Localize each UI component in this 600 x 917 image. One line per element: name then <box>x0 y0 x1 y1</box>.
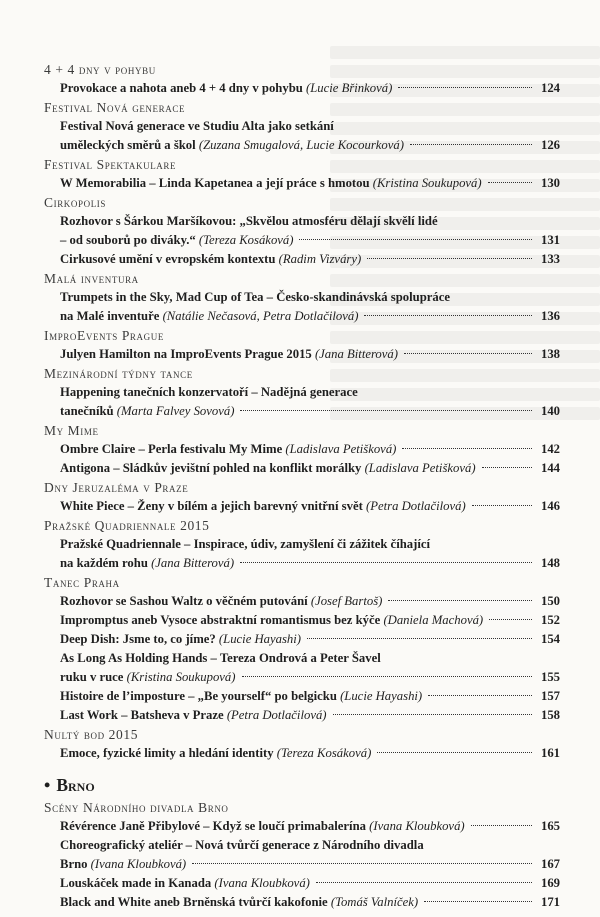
entry-author: (Kristina Soukupová) <box>126 670 236 684</box>
toc-entry[interactable] <box>60 250 560 269</box>
dot-leader <box>192 863 532 864</box>
section-title: Pražské Quadriennale 2015 <box>44 518 210 533</box>
entry-author: (Ladislava Petišková) <box>364 461 476 475</box>
toc-entry[interactable] <box>60 440 560 459</box>
entry-author: (Daniela Machová) <box>383 613 484 627</box>
toc-entry[interactable] <box>60 817 560 836</box>
entry-line <box>60 630 560 649</box>
entry-title: Choreografický ateliér – Nová tvůrčí generace z Národního divadla <box>60 838 424 852</box>
toc-entry[interactable] <box>60 174 560 193</box>
page-number: 146 <box>540 499 560 513</box>
page-number: 157 <box>540 689 560 703</box>
entry-author: (Zuzana Smugalová, Lucie Kocourková) <box>198 138 404 152</box>
dot-leader <box>424 901 532 902</box>
entry-author: (Ivana Kloubková) <box>214 876 310 890</box>
entry-line <box>60 855 560 874</box>
entry-line <box>60 383 560 402</box>
page-number: 148 <box>540 556 560 570</box>
entry-title: na Malé inventuře <box>60 309 160 323</box>
region-name: Brno <box>56 775 95 795</box>
entry-line <box>60 288 560 307</box>
toc-entry[interactable] <box>60 535 560 573</box>
entry-author: (Tereza Kosáková) <box>276 746 372 760</box>
entry-line <box>60 79 560 98</box>
entry-line <box>60 345 560 364</box>
entry-author: (Kristina Soukupová) <box>372 176 482 190</box>
entry-line <box>60 649 560 668</box>
entry-title: Emoce, fyzické limity a hledání identity <box>60 746 274 760</box>
page-number: 161 <box>540 746 560 760</box>
entry-title: tanečníků <box>60 404 114 418</box>
page-number: 126 <box>540 138 560 152</box>
page-number: 144 <box>540 461 560 475</box>
dot-leader <box>388 600 532 601</box>
dot-leader <box>471 825 532 826</box>
page-number: 150 <box>540 594 560 608</box>
section-title: Nultý bod 2015 <box>44 727 139 742</box>
entry-line <box>60 893 560 912</box>
entry-title: Louskáček made in Kanada <box>60 876 212 890</box>
dot-leader <box>482 467 532 468</box>
entry-line <box>60 250 560 269</box>
dot-leader <box>316 882 532 883</box>
entry-title: Trumpets in the Sky, Mad Cup of Tea – Česko-skandinávská spolupráce <box>60 290 450 304</box>
entry-author: (Ladislava Petišková) <box>285 442 397 456</box>
entry-line <box>60 136 560 155</box>
toc-entry[interactable] <box>60 497 560 516</box>
bullet-icon: • <box>44 775 51 795</box>
entry-line <box>60 440 560 459</box>
entry-line <box>60 611 560 630</box>
dot-leader <box>240 410 532 411</box>
entry-author: (Radim Vizváry) <box>278 252 362 266</box>
entry-author: (Marta Falvey Sovová) <box>116 404 235 418</box>
toc-entry[interactable] <box>60 459 560 478</box>
dot-leader <box>428 695 532 696</box>
page-number: 131 <box>540 233 560 247</box>
page-number: 152 <box>540 613 560 627</box>
dot-leader <box>333 714 532 715</box>
entry-line <box>60 459 560 478</box>
dot-leader <box>242 676 532 677</box>
entry-author: (Tereza Kosáková) <box>198 233 294 247</box>
entry-author: (Petra Dotlačilová) <box>366 499 466 513</box>
entry-author: (Ivana Kloubková) <box>90 857 187 871</box>
entry-title: Impromptus aneb Vysoce abstraktní romantismus bez kýče <box>60 613 381 627</box>
entry-line <box>60 836 560 855</box>
page-number: 136 <box>540 309 560 323</box>
toc-entry[interactable] <box>60 212 560 250</box>
entry-line <box>60 307 560 326</box>
dot-leader <box>307 638 532 639</box>
entry-title: As Long As Holding Hands – Tereza Ondrová a Peter Šavel <box>60 651 381 665</box>
entry-author: (Josef Bartoš) <box>310 594 383 608</box>
dot-leader <box>398 87 532 88</box>
page-number: 169 <box>540 876 560 890</box>
page-number: 155 <box>540 670 560 684</box>
entry-line <box>60 402 560 421</box>
entry-line <box>60 497 560 516</box>
entry-author: (Lucie Hayashi) <box>340 689 423 703</box>
section-title: Tanec Praha <box>44 575 120 590</box>
entry-author: (Petra Dotlačilová) <box>226 708 327 722</box>
toc-entry[interactable] <box>60 79 560 98</box>
entry-title: na každém rohu <box>60 556 148 570</box>
entry-author: (Tomáš Valníček) <box>330 895 419 909</box>
toc-entry[interactable] <box>60 687 560 706</box>
page-number: 138 <box>540 347 560 361</box>
entry-title: W Memorabilia – Linda Kapetanea a její práce s hmotou <box>60 176 370 190</box>
page-number: 124 <box>540 81 560 95</box>
toc-entry[interactable] <box>60 117 560 155</box>
toc-entry[interactable] <box>60 592 560 611</box>
entry-line <box>60 535 560 554</box>
entry-author: (Lucie Hayashi) <box>218 632 302 646</box>
entry-line <box>60 212 560 231</box>
section-title: ImproEvents Prague <box>44 328 164 343</box>
section-title: Cirkopolis <box>44 195 107 210</box>
section-title: Scény Národního divadla Brno <box>44 800 229 815</box>
region-heading <box>44 773 560 798</box>
entry-line <box>60 231 560 250</box>
dot-leader <box>404 353 532 354</box>
dot-leader <box>364 315 532 316</box>
page-number: 167 <box>540 857 560 871</box>
entry-title: Provokace a nahota aneb 4 + 4 dny v pohybu <box>60 81 303 95</box>
dot-leader <box>240 562 532 563</box>
entry-line <box>60 706 560 725</box>
entry-title: Black and White aneb Brněnská tvůrčí kakofonie <box>60 895 328 909</box>
entry-line <box>60 817 560 836</box>
dot-leader <box>299 239 532 240</box>
dot-leader <box>489 619 532 620</box>
entry-title: Rozhovor se Sashou Waltz o věčném putování <box>60 594 308 608</box>
entry-line <box>60 687 560 706</box>
entry-title: uměleckých směrů a škol <box>60 138 196 152</box>
section-title: My Mime <box>44 423 99 438</box>
page-number: 133 <box>540 252 560 266</box>
section-title: Festival Spektakulare <box>44 157 177 172</box>
toc-entry[interactable] <box>60 744 560 763</box>
entry-title: Rozhovor s Šárkou Maršíkovou: „Skvělou atmosféru dělají skvělí lidé <box>60 214 438 228</box>
section-title: 4 + 4 dny v pohybu <box>44 62 156 77</box>
toc-entry[interactable] <box>60 611 560 630</box>
entry-title: Julyen Hamilton na ImproEvents Prague 2015 <box>60 347 312 361</box>
entry-title: Ombre Claire – Perla festivalu My Mime <box>60 442 283 456</box>
entry-title: Happening tanečních konzervatoří – Nadějná generace <box>60 385 358 399</box>
entry-line <box>60 174 560 193</box>
entry-line <box>60 554 560 573</box>
toc-entry[interactable] <box>60 288 560 326</box>
toc-entry[interactable] <box>60 649 560 687</box>
page-number: 142 <box>540 442 560 456</box>
entry-line <box>60 668 560 687</box>
dot-leader <box>377 752 532 753</box>
entry-title: Révérence Janě Přibylové – Když se loučí primabalerína <box>60 819 366 833</box>
entry-title: Last Work – Batsheva v Praze <box>60 708 224 722</box>
entry-author: (Lucie Břinková) <box>306 81 393 95</box>
entry-title: Festival Nová generace ve Studiu Alta jako setkání <box>60 119 334 133</box>
page-number: 130 <box>540 176 560 190</box>
entry-title: ruku v ruce <box>60 670 124 684</box>
section-title: Festival Nová generace <box>44 100 186 115</box>
page-number: 158 <box>540 708 560 722</box>
dot-leader <box>367 258 532 259</box>
entry-title: – od souborů po diváky.“ <box>60 233 196 247</box>
entry-title: Histoire de l’imposture – „Be yourself“ po belgicku <box>60 689 337 703</box>
toc-entry[interactable] <box>60 706 560 725</box>
page-number: 140 <box>540 404 560 418</box>
toc-entry[interactable] <box>60 630 560 649</box>
page-number: 154 <box>540 632 560 646</box>
dot-leader <box>488 182 532 183</box>
entry-author: (Natálie Nečasová, Petra Dotlačilová) <box>162 309 359 323</box>
toc-entry[interactable] <box>60 836 560 874</box>
entry-title: Brno <box>60 857 88 871</box>
toc-entry[interactable] <box>60 874 560 893</box>
entry-title: Antigona – Sládkův jevištní pohled na konflikt morálky <box>60 461 362 475</box>
toc-entry[interactable] <box>60 893 560 912</box>
section-title: Mezinárodní týdny tance <box>44 366 193 381</box>
entry-title: White Piece – Ženy v bílém a jejich barevný vnitřní svět <box>60 499 363 513</box>
entry-line <box>60 117 560 136</box>
section-title: Malá inventura <box>44 271 139 286</box>
page-number: 171 <box>540 895 560 909</box>
entry-line <box>60 592 560 611</box>
table-of-contents <box>44 60 560 912</box>
entry-title: Cirkusové umění v evropském kontextu <box>60 252 276 266</box>
entry-title: Pražské Quadriennale – Inspirace, údiv, zamyšlení či zážitek číhající <box>60 537 431 551</box>
entry-author: (Jana Bitterová) <box>314 347 398 361</box>
dot-leader <box>472 505 532 506</box>
entry-author: (Jana Bitterová) <box>151 556 235 570</box>
page-number: 165 <box>540 819 560 833</box>
section-title: Dny Jeruzaléma v Praze <box>44 480 189 495</box>
dot-leader <box>402 448 532 449</box>
entry-line <box>60 874 560 893</box>
toc-entry[interactable] <box>60 345 560 364</box>
entry-line <box>60 744 560 763</box>
dot-leader <box>410 144 532 145</box>
toc-entry[interactable] <box>60 383 560 421</box>
entry-author: (Ivana Kloubková) <box>369 819 465 833</box>
entry-title: Deep Dish: Jsme to, co jíme? <box>60 632 216 646</box>
